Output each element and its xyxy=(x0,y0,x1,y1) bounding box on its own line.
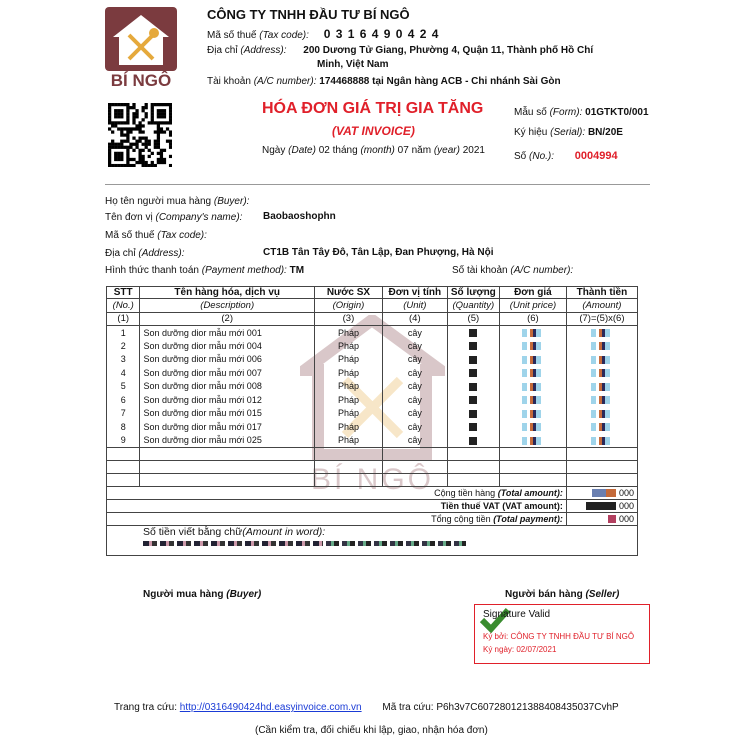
invoice-serial: Ký hiệu (Serial): BN/20E xyxy=(514,127,623,138)
redacted-value xyxy=(591,410,613,418)
vat-amount-row: Tiền thuế VAT (VAT amount): 000 xyxy=(107,499,638,512)
redacted-value xyxy=(522,383,544,391)
row-amount xyxy=(566,353,637,367)
col-header: Thành tiền xyxy=(566,287,637,299)
row-unit-price xyxy=(499,434,566,448)
row-unit: cây xyxy=(382,326,447,340)
table-row xyxy=(107,353,638,367)
row-description: Son dưỡng dior mẫu mới 015 xyxy=(140,407,315,421)
table-row xyxy=(107,393,638,407)
col-header: Đơn vị tính xyxy=(382,287,447,299)
redacted-value xyxy=(591,383,613,391)
buyer-address-row: Địa chỉ (Address): xyxy=(105,248,185,259)
row-unit: cây xyxy=(382,393,447,407)
row-amount xyxy=(566,380,637,394)
row-origin: Pháp xyxy=(314,393,382,407)
col-header: STT xyxy=(107,287,140,299)
invoice-date: Ngày (Date) 02 tháng (month) 07 năm (year) 2021 xyxy=(262,145,485,156)
digital-signature-box xyxy=(474,604,650,664)
table-row xyxy=(107,380,638,394)
buyer-address-value: CT1B Tân Tây Đô, Tân Lập, Đan Phượng, Hà Nội xyxy=(263,247,494,258)
col-header: Nước SX xyxy=(314,287,382,299)
divider xyxy=(105,184,650,185)
table-row xyxy=(107,407,638,421)
col-index: (4) xyxy=(382,312,447,326)
redacted-value xyxy=(591,437,613,445)
amount-in-words-row: Số tiền viết bằng chữ(Amount in word): xyxy=(107,525,638,555)
redacted-value xyxy=(591,342,613,350)
row-amount xyxy=(566,393,637,407)
footer-note: (Cần kiểm tra, đối chiếu khi lập, giao, nhận hóa đơn) xyxy=(255,725,488,736)
logo-text: BÍ NGÔ xyxy=(110,71,172,90)
col-index: (7)=(5)x(6) xyxy=(566,312,637,326)
invoice-number: Số (No.): 0004994 xyxy=(514,150,618,162)
table-row xyxy=(107,339,638,353)
empty-row xyxy=(107,460,638,473)
row-unit-price xyxy=(499,420,566,434)
company-address-row: Địa chỉ (Address): 200 Dương Tử Giang, Phường 4, Quận 11, Thành phố Hồ Chí xyxy=(207,45,594,56)
empty-row xyxy=(107,473,638,486)
redacted-value xyxy=(469,396,477,404)
col-header: Đơn giá xyxy=(499,287,566,299)
redacted-value xyxy=(522,342,544,350)
company-name: CÔNG TY TNHH ĐẦU TƯ BÍ NGÔ xyxy=(207,7,410,22)
col-header-en: (Description) xyxy=(140,299,315,313)
lookup-footer: Trang tra cứu: http://0316490424hd.easyinvoice.com.vn Mã tra cứu: P6h3v7C60728012138840843​5037CvhP xyxy=(114,702,619,713)
table-row xyxy=(107,420,638,434)
row-unit-price xyxy=(499,366,566,380)
row-quantity xyxy=(447,420,499,434)
row-unit: cây xyxy=(382,339,447,353)
redacted-value xyxy=(591,369,613,377)
row-origin: Pháp xyxy=(314,353,382,367)
buyer-signature-label: Người mua hàng (Buyer) xyxy=(143,589,262,600)
company-account-row: Tài khoản (A/C number): 174468888 tại Ngân hàng ACB - Chi nhánh Sài Gòn xyxy=(207,76,561,87)
row-origin: Pháp xyxy=(314,380,382,394)
buyer-tax-row: Mã số thuế (Tax code): xyxy=(105,230,207,241)
row-unit: cây xyxy=(382,380,447,394)
row-no: 1 xyxy=(107,326,140,340)
company-address-line2: Minh, Việt Nam xyxy=(317,59,389,70)
row-amount xyxy=(566,339,637,353)
row-no: 6 xyxy=(107,393,140,407)
seller-signature-label: Người bán hàng (Seller) xyxy=(505,589,620,600)
table-row xyxy=(107,366,638,380)
invoice-form: Mẫu số (Form): 01GTKT0/001 xyxy=(514,107,649,118)
row-unit-price xyxy=(499,353,566,367)
col-header: Số lượng xyxy=(447,287,499,299)
redacted-value xyxy=(522,437,544,445)
row-no: 3 xyxy=(107,353,140,367)
row-origin: Pháp xyxy=(314,339,382,353)
redacted-value xyxy=(469,329,477,337)
row-no: 4 xyxy=(107,366,140,380)
redacted-value xyxy=(522,329,544,337)
row-quantity xyxy=(447,407,499,421)
col-index: (2) xyxy=(140,312,315,326)
buyer-company-row: Tên đơn vị (Company's name): xyxy=(105,212,243,223)
row-amount xyxy=(566,366,637,380)
company-logo xyxy=(105,7,177,95)
buyer-payment-row: Hình thức thanh toán (Payment method): TM xyxy=(105,265,305,276)
signed-by: Ký bởi: CÔNG TY TNHH ĐẦU TƯ BÍ NGÔ xyxy=(483,632,635,641)
col-index: (3) xyxy=(314,312,382,326)
row-amount xyxy=(566,407,637,421)
col-header-en: (Unit) xyxy=(382,299,447,313)
redacted-value xyxy=(469,342,477,350)
row-quantity xyxy=(447,326,499,340)
row-no: 8 xyxy=(107,420,140,434)
col-header-en: (No.) xyxy=(107,299,140,313)
row-unit: cây xyxy=(382,420,447,434)
row-no: 7 xyxy=(107,407,140,421)
redacted-value xyxy=(522,356,544,364)
redacted-value xyxy=(469,383,477,391)
company-tax-code: 0 3 1 6 4 9 0 4 2 4 xyxy=(323,27,440,41)
watermark-text: BÍ NGÔ xyxy=(310,463,434,496)
table-row xyxy=(107,434,638,448)
row-quantity xyxy=(447,393,499,407)
col-header-en: (Quantity) xyxy=(447,299,499,313)
redacted-value xyxy=(591,329,613,337)
row-unit: cây xyxy=(382,407,447,421)
redacted-value xyxy=(469,369,477,377)
row-unit-price xyxy=(499,393,566,407)
row-unit: cây xyxy=(382,434,447,448)
row-origin: Pháp xyxy=(314,366,382,380)
row-unit-price xyxy=(499,380,566,394)
col-index: (1) xyxy=(107,312,140,326)
total-payment-row: Tổng cộng tiền (Total payment): 000 xyxy=(107,512,638,525)
row-unit-price xyxy=(499,339,566,353)
lookup-link[interactable]: http://0316490424hd.easyinvoice.com.vn xyxy=(179,702,362,713)
row-description: Son dưỡng dior mẫu mới 007 xyxy=(140,366,315,380)
row-unit-price xyxy=(499,407,566,421)
row-quantity xyxy=(447,339,499,353)
row-origin: Pháp xyxy=(314,420,382,434)
qr-code xyxy=(108,103,172,167)
row-amount xyxy=(566,434,637,448)
col-header-en: (Amount) xyxy=(566,299,637,313)
invoice-title: HÓA ĐƠN GIÁ TRỊ GIA TĂNG xyxy=(262,100,484,117)
col-header-en: (Unit price) xyxy=(499,299,566,313)
row-description: Son dưỡng dior mẫu mới 001 xyxy=(140,326,315,340)
redacted-value xyxy=(469,437,477,445)
items-table xyxy=(106,286,638,556)
row-description: Son dưỡng dior mẫu mới 017 xyxy=(140,420,315,434)
row-no: 2 xyxy=(107,339,140,353)
lookup-code: P6h3v7C60728012138840843​5037CvhP xyxy=(436,702,619,713)
row-description: Son dưỡng dior mẫu mới 008 xyxy=(140,380,315,394)
redacted-value xyxy=(469,356,477,364)
row-origin: Pháp xyxy=(314,407,382,421)
row-quantity xyxy=(447,353,499,367)
buyer-account-row: Số tài khoản (A/C number): xyxy=(452,265,574,276)
buyer-name-row: Họ tên người mua hàng (Buyer): xyxy=(105,196,250,207)
redacted-value xyxy=(591,423,613,431)
row-no: 9 xyxy=(107,434,140,448)
row-origin: Pháp xyxy=(314,326,382,340)
row-amount xyxy=(566,326,637,340)
redacted-value xyxy=(469,423,477,431)
col-header-en: (Origin) xyxy=(314,299,382,313)
total-amount-row: Cộng tiền hàng (Total amount): 000 xyxy=(107,486,638,499)
row-quantity xyxy=(447,380,499,394)
table-row xyxy=(107,326,638,340)
redacted-value xyxy=(522,396,544,404)
col-index: (6) xyxy=(499,312,566,326)
redacted-value xyxy=(522,410,544,418)
company-tax-row: Mã số thuế (Tax code): 0 3 1 6 4 9 0 4 2 4 xyxy=(207,27,440,41)
col-index: (5) xyxy=(447,312,499,326)
row-quantity xyxy=(447,366,499,380)
row-description: Son dưỡng dior mẫu mới 012 xyxy=(140,393,315,407)
redacted-value xyxy=(522,423,544,431)
row-quantity xyxy=(447,434,499,448)
row-amount xyxy=(566,420,637,434)
redacted-value xyxy=(522,369,544,377)
row-unit-price xyxy=(499,326,566,340)
row-description: Son dưỡng dior mẫu mới 004 xyxy=(140,339,315,353)
col-header: Tên hàng hóa, dịch vụ xyxy=(140,287,315,299)
row-unit: cây xyxy=(382,366,447,380)
redacted-value xyxy=(469,410,477,418)
row-no: 5 xyxy=(107,380,140,394)
row-description: Son dưỡng dior mẫu mới 025 xyxy=(140,434,315,448)
redacted-value xyxy=(591,396,613,404)
buyer-company-value: Baobaoshophn xyxy=(263,211,336,222)
invoice-subtitle: (VAT INVOICE) xyxy=(332,124,415,138)
row-unit: cây xyxy=(382,353,447,367)
signature-valid-text: Signature Valid xyxy=(483,609,551,620)
row-origin: Pháp xyxy=(314,434,382,448)
row-description: Son dưỡng dior mẫu mới 006 xyxy=(140,353,315,367)
signed-date: Ký ngày: 02/07/2021 xyxy=(483,645,557,654)
empty-row xyxy=(107,447,638,460)
redacted-value xyxy=(591,356,613,364)
